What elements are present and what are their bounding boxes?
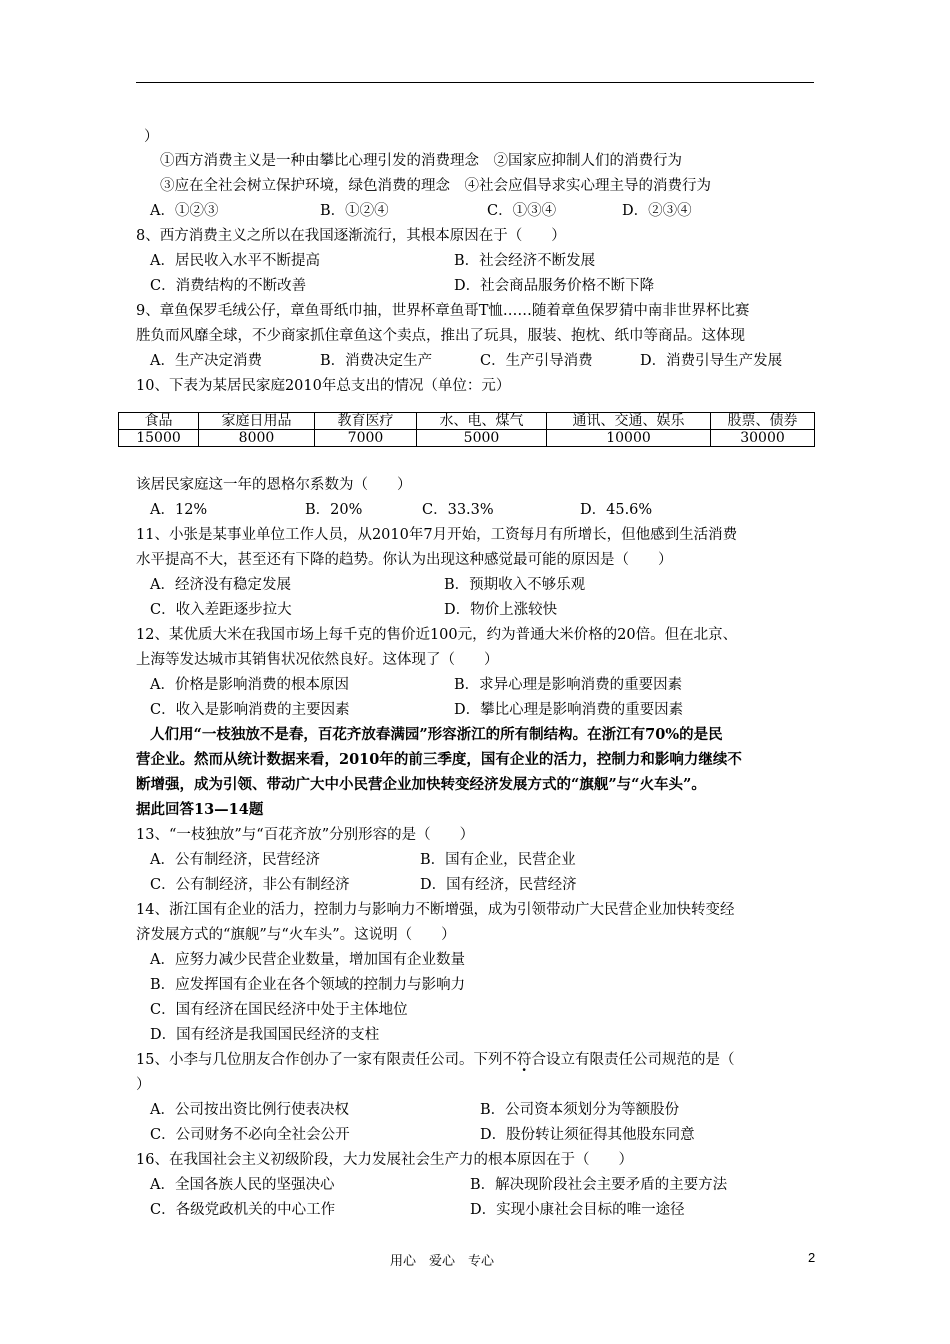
table-cell: 7000 — [315, 430, 417, 447]
q15-option-b[interactable]: B．公司资本须划分为等额股份 — [480, 1102, 680, 1118]
q14-stem-line-1: 14、浙江国有企业的活力，控制力与影响力不断增强，成为引领带动广大民营企业加快转变经 — [136, 902, 735, 918]
q12-option-a[interactable]: A．价格是影响消费的根本原因 — [150, 677, 349, 693]
table-header-cell: 水、电、煤气 — [417, 413, 547, 430]
q9-option-d[interactable]: D．消费引导生产发展 — [640, 353, 783, 369]
q9-option-a[interactable]: A．生产决定消费 — [150, 353, 262, 369]
q10-question: 该居民家庭这一年的恩格尔系数为（ ） — [136, 477, 412, 493]
q16-option-c[interactable]: C．各级党政机关的中心工作 — [150, 1202, 336, 1218]
q9-option-c[interactable]: C．生产引导消费 — [480, 353, 593, 369]
q16-option-b[interactable]: B．解决现阶段社会主要矛盾的主要方法 — [470, 1177, 728, 1193]
expenditure-table — [118, 412, 815, 447]
table-header-cell: 家庭日用品 — [199, 413, 315, 430]
q10-option-a[interactable]: A．12% — [150, 502, 208, 518]
q11-stem-line-1: 11、小张是某事业单位工作人员，从2010年7月开始，工资每月有所增长，但他感到生活消费 — [136, 527, 738, 543]
q16-option-a[interactable]: A．全国各族人民的坚强决心 — [150, 1177, 335, 1193]
q10-option-d[interactable]: D．45.6% — [580, 502, 653, 518]
q15-stem — [136, 1051, 734, 1069]
q13-option-c[interactable]: C．公有制经济，非公有制经济 — [150, 877, 350, 893]
table-row — [119, 430, 815, 447]
q12-stem-line-1: 12、某优质大米在我国市场上每千克的售价近100元，约为普通大米价格的20倍。但在北京、 — [136, 627, 738, 643]
passage-line-2: 营企业。然而从统计数据来看，2010年的前三季度，国有企业的活力，控制力和影响力继续不 — [136, 751, 742, 768]
q12-option-c[interactable]: C．收入是影响消费的主要因素 — [150, 702, 350, 718]
q12-stem-line-2: 上海等发达城市其销售状况依然良好。这体现了（ ） — [136, 652, 499, 668]
q13-stem: 13、“一枝独放”与“百花齐放”分别形容的是（ ） — [136, 827, 475, 843]
table-header-cell: 股票、债券 — [711, 413, 815, 430]
q7-option-d[interactable]: D．②③④ — [622, 203, 692, 219]
q14-option-b[interactable]: B．应发挥国有企业在各个领域的控制力与影响力 — [150, 977, 466, 993]
q11-option-c[interactable]: C．收入差距逐步拉大 — [150, 602, 292, 618]
q11-option-d[interactable]: D．物价上涨较快 — [444, 602, 558, 618]
q12-option-b[interactable]: B．求异心理是影响消费的重要因素 — [454, 677, 683, 693]
passage-line-3: 断增强，成为引领、带动广大中小民营企业加快转变经济发展方式的“旗舰”与“火车头”。 — [136, 776, 706, 793]
q13-option-d[interactable]: D．国有经济，民营经济 — [420, 877, 577, 893]
passage-line-4: 据此回答13—14题 — [136, 801, 264, 818]
q7-option-a[interactable]: A．①②③ — [150, 203, 219, 219]
q7-statement-1: ①西方消费主义是一种由攀比心理引发的消费理念 ②国家应抑制人们的消费行为 — [160, 153, 682, 169]
page-number: 2 — [808, 1250, 816, 1265]
table-cell: 15000 — [119, 430, 199, 447]
q15-option-c[interactable]: C．公司财务不必向全社会公开 — [150, 1127, 350, 1143]
table-header-cell: 通讯、交通、娱乐 — [547, 413, 711, 430]
table-header-cell: 教育医疗 — [315, 413, 417, 430]
table-cell: 8000 — [199, 430, 315, 447]
q16-stem: 16、在我国社会主义初级阶段，大力发展社会生产力的根本原因在于（ ） — [136, 1152, 633, 1168]
q9-stem-line-2: 胜负而风靡全球，不少商家抓住章鱼这个卖点，推出了玩具，服装、抱枕、纸巾等商品。这体现 — [136, 328, 745, 344]
q11-stem-line-2: 水平提高不大，甚至还有下降的趋势。你认为出现这种感觉最可能的原因是（ ） — [136, 552, 673, 568]
q7-option-c[interactable]: C．①③④ — [487, 203, 557, 219]
q14-option-a[interactable]: A．应努力减少民营企业数量，增加国有企业数量 — [150, 952, 465, 968]
q10-option-b[interactable]: B．20% — [305, 502, 363, 518]
q8-option-a[interactable]: A．居民收入水平不断提高 — [150, 253, 320, 269]
q14-stem-line-2: 济发展方式的“旗舰”与“火车头”。这说明（ ） — [136, 927, 456, 943]
q15-stem-post: 设立有限责任公司规范的是（ — [545, 1052, 735, 1068]
table-cell: 10000 — [547, 430, 711, 447]
q8-stem: 8、西方消费主义之所以在我国逐渐流行，其根本原因在于（ ） — [136, 228, 566, 244]
q15-stem-pre: 15、小李与几位朋友合作创办了一家有限责任公司。下列 — [136, 1052, 503, 1068]
q7-continuation: ） — [144, 129, 159, 145]
q16-option-d[interactable]: D．实现小康社会目标的唯一途径 — [470, 1202, 685, 1218]
q8-option-d[interactable]: D．社会商品服务价格不断下降 — [454, 278, 655, 294]
q11-option-b[interactable]: B．预期收入不够乐观 — [444, 577, 586, 593]
q9-stem-line-1: 9、章鱼保罗毛绒公仔，章鱼哥纸巾抽，世界杯章鱼哥T恤……随着章鱼保罗猜中南非世界杯比赛 — [136, 303, 750, 319]
q8-option-b[interactable]: B．社会经济不断发展 — [454, 253, 596, 269]
q15-emphasis: 不符合 — [502, 1052, 546, 1068]
q10-stem: 10、下表为某居民家庭2010年总支出的情况（单位：元） — [136, 378, 511, 394]
q10-option-c[interactable]: C．33.3% — [422, 502, 494, 518]
q9-option-b[interactable]: B．消费决定生产 — [320, 353, 433, 369]
passage-line-1: 人们用“一枝独放不是春，百花齐放春满园”形容浙江的所有制结构。在浙江有70%的是民 — [150, 726, 723, 743]
table-cell: 30000 — [711, 430, 815, 447]
table-header-row — [119, 413, 815, 430]
q14-option-c[interactable]: C．国有经济在国民经济中处于主体地位 — [150, 1002, 408, 1018]
q15-option-a[interactable]: A．公司按出资比例行使表决权 — [150, 1102, 349, 1118]
q7-statement-2: ③应在全社会树立保护环境，绿色消费的理念 ④社会应倡导求实心理主导的消费行为 — [160, 178, 711, 194]
q11-option-a[interactable]: A．经济没有稳定发展 — [150, 577, 291, 593]
q15-option-d[interactable]: D．股份转让须征得其他股东同意 — [480, 1127, 695, 1143]
q13-option-b[interactable]: B．国有企业，民营企业 — [420, 852, 576, 868]
q14-option-d[interactable]: D．国有经济是我国国民经济的支柱 — [150, 1027, 380, 1043]
page-footer: 用心 爱心 专心 — [390, 1254, 495, 1269]
q7-option-b[interactable]: B．①②④ — [320, 203, 389, 219]
table-cell: 5000 — [417, 430, 547, 447]
q8-option-c[interactable]: C．消费结构的不断改善 — [150, 278, 307, 294]
q13-option-a[interactable]: A．公有制经济，民营经济 — [150, 852, 320, 868]
q12-option-d[interactable]: D．攀比心理是影响消费的重要因素 — [454, 702, 684, 718]
q15-stem-line-2: ） — [136, 1077, 151, 1093]
table-header-cell: 食品 — [119, 413, 199, 430]
header-rule — [136, 82, 814, 83]
